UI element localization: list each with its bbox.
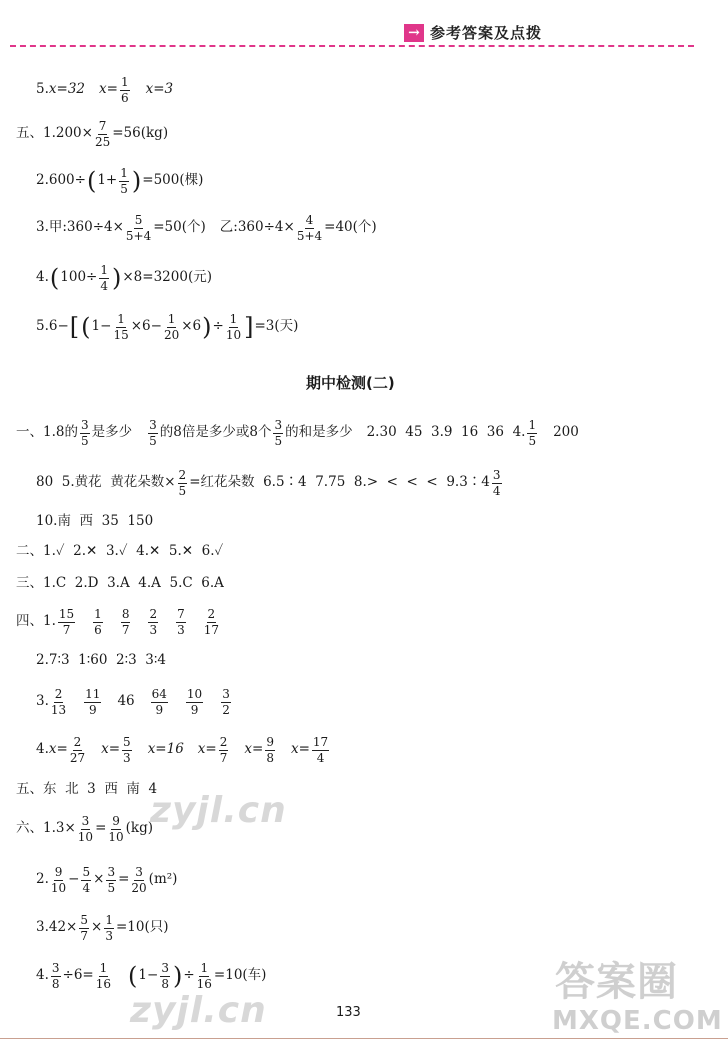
- fraction: $\frac{3}{20}$: [131, 865, 147, 895]
- answer-line: 四、1. $\frac{15}{7}$ $\frac{1}{6}$ $\frac{8}{7}$ $\frac{2}{3}$ $\frac{7}{3}$ $\frac{2}{17}$: [16, 607, 220, 637]
- fraction: $\frac{1}{20}$: [163, 312, 180, 342]
- answer-line: 3.甲:360÷4× $\frac{5}{5+4}$ =50(个) 乙:360÷4× $\frac{4}{5+4}$ =40(个): [36, 213, 377, 243]
- answer-line: 4. $\frac{3}{8}$ ÷6= $\frac{1}{16}$ ( 1− $\frac{3}{8}$ ) ÷ $\frac{1}{16}$ =10(车): [36, 961, 267, 991]
- fraction: $\frac{3}{10}$: [77, 814, 94, 844]
- fraction: $\frac{9}{10}$: [108, 814, 124, 844]
- fraction: $\frac{2}{5}$: [178, 468, 187, 498]
- answer-line: 4. x= $\frac{2}{27}$ x= $\frac{5}{3}$ x=16 x= $\frac{2}{7}$ x= $\frac{9}{8}$ x= $\frac{17}{4}$: [36, 735, 329, 765]
- watermark: zyjl.cn: [130, 990, 267, 1031]
- answer-line: 10.南 西 35 150: [36, 513, 154, 529]
- fraction: $\frac{3}{5}$: [149, 418, 157, 448]
- fraction: $\frac{9}{8}$: [266, 735, 274, 765]
- fraction: $\frac{1}{10}$: [225, 312, 242, 342]
- fraction: $\frac{5}{3}$: [123, 735, 131, 765]
- fraction: $\frac{1}{3}$: [105, 913, 113, 943]
- answer-line: 三、1.C 2.D 3.A 4.A 5.C 6.A: [16, 575, 224, 591]
- answer-line: 五、1.200× $\frac{7}{25}$ =56(kg): [16, 119, 169, 149]
- page-header: [404, 22, 542, 43]
- fraction: $\frac{1}{6}$: [94, 607, 102, 637]
- fraction: $\frac{1}{5}$: [528, 418, 537, 448]
- fraction: $\frac{15}{7}$: [58, 607, 75, 637]
- arrow-icon: →: [404, 24, 424, 42]
- answer-line: 一、1.8的 $\frac{3}{5}$ 是多少 $\frac{3}{5}$ 的8倍是多少或8个 $\frac{3}{5}$ 的和是多少 2.30 45 3.9 16 36 4. $\frac{1}{5}$ 200: [16, 418, 579, 448]
- fraction: $\frac{9}{10}$: [50, 865, 67, 895]
- fraction: $\frac{10}{9}$: [186, 687, 203, 717]
- fraction: $\frac{7}{25}$: [94, 119, 111, 149]
- fraction: $\frac{1}{4}$: [100, 263, 108, 293]
- fraction: $\frac{3}{5}$: [107, 865, 116, 895]
- fraction: $\frac{2}{13}$: [50, 687, 67, 717]
- fraction: $\frac{1}{16}$: [196, 961, 212, 991]
- answer-line: 5. x=32 x= $\frac{1}{6}$ x=3: [36, 75, 174, 105]
- fraction: $\frac{3}{5}$: [274, 418, 283, 448]
- answer-line: 5.6− [ ( 1− $\frac{1}{15}$ ×6− $\frac{1}{20}$ ×6 ) ÷ $\frac{1}{10}$ ] =3(天): [36, 312, 299, 342]
- answer-line: 3. $\frac{2}{13}$ $\frac{11}{9}$ 46 $\frac{64}{9}$ $\frac{10}{9}$ $\frac{3}{2}$: [36, 687, 230, 717]
- answer-line: 2. $\frac{9}{10}$ − $\frac{5}{4}$ × $\frac{3}{5}$ = $\frac{3}{20}$ (m²): [36, 865, 178, 895]
- fraction: $\frac{5}{7}$: [80, 913, 89, 943]
- header-title: 参考答案及点拨: [430, 24, 543, 42]
- answer-line: 2.7∶3 1∶60 2∶3 3∶4: [36, 652, 166, 668]
- fraction: $\frac{7}{3}$: [177, 607, 185, 637]
- fraction: $\frac{17}{4}$: [312, 735, 329, 765]
- fraction: $\frac{8}{7}$: [121, 607, 130, 637]
- fraction: $\frac{2}{27}$: [69, 735, 86, 765]
- answer-line: 二、1.✓ 2.✕ 3.✓ 4.✕ 5.✕ 6.✓: [16, 543, 224, 559]
- fraction: $\frac{5}{5+4}$: [125, 213, 152, 243]
- fraction: $\frac{1}{5}$: [120, 166, 128, 196]
- watermark: zyjl.cn: [150, 790, 287, 831]
- watermark: MXQE.COM: [552, 1006, 723, 1036]
- fraction: $\frac{5}{4}$: [82, 865, 91, 895]
- fraction: $\frac{1}{16}$: [95, 961, 112, 991]
- answer-line: 4. ( 100÷ $\frac{1}{4}$ ) ×8=3200(元): [36, 263, 212, 293]
- fraction: $\frac{11}{9}$: [85, 687, 101, 717]
- answer-line: 3.42× $\frac{5}{7}$ × $\frac{1}{3}$ =10(只): [36, 913, 169, 943]
- fraction: $\frac{1}{6}$: [120, 75, 129, 105]
- answer-line: 五、东 北 3 西 南 4: [16, 781, 158, 797]
- page-number: 133: [336, 1005, 361, 1020]
- fraction: $\frac{1}{15}$: [113, 312, 129, 342]
- fraction: $\frac{3}{8}$: [161, 961, 169, 991]
- watermark: 答案圈: [555, 959, 678, 1005]
- header-divider: [10, 45, 694, 47]
- section-title: 期中检测(二): [306, 374, 395, 392]
- fraction: $\frac{3}{5}$: [80, 418, 89, 448]
- footer-divider: [0, 1038, 728, 1039]
- answer-line: 六、1.3× $\frac{3}{10}$ = $\frac{9}{10}$ (kg): [16, 814, 154, 844]
- fraction: $\frac{3}{4}$: [492, 468, 501, 498]
- answer-line: 2.600÷ ( 1+ $\frac{1}{5}$ ) =500(棵): [36, 166, 204, 196]
- answer-line: 80 5.黄花 黄花朵数× $\frac{2}{5}$ =红花朵数 6.5∶4 7.75 8.> < < < 9.3∶4 $\frac{3}{4}$: [36, 468, 501, 498]
- fraction: $\frac{3}{2}$: [222, 687, 230, 717]
- fraction: $\frac{2}{7}$: [219, 735, 228, 765]
- fraction: $\frac{3}{8}$: [51, 961, 60, 991]
- fraction: $\frac{2}{17}$: [203, 607, 220, 637]
- fraction: $\frac{2}{3}$: [149, 607, 158, 637]
- fraction: $\frac{64}{9}$: [151, 687, 167, 717]
- fraction: $\frac{4}{5+4}$: [296, 213, 323, 243]
